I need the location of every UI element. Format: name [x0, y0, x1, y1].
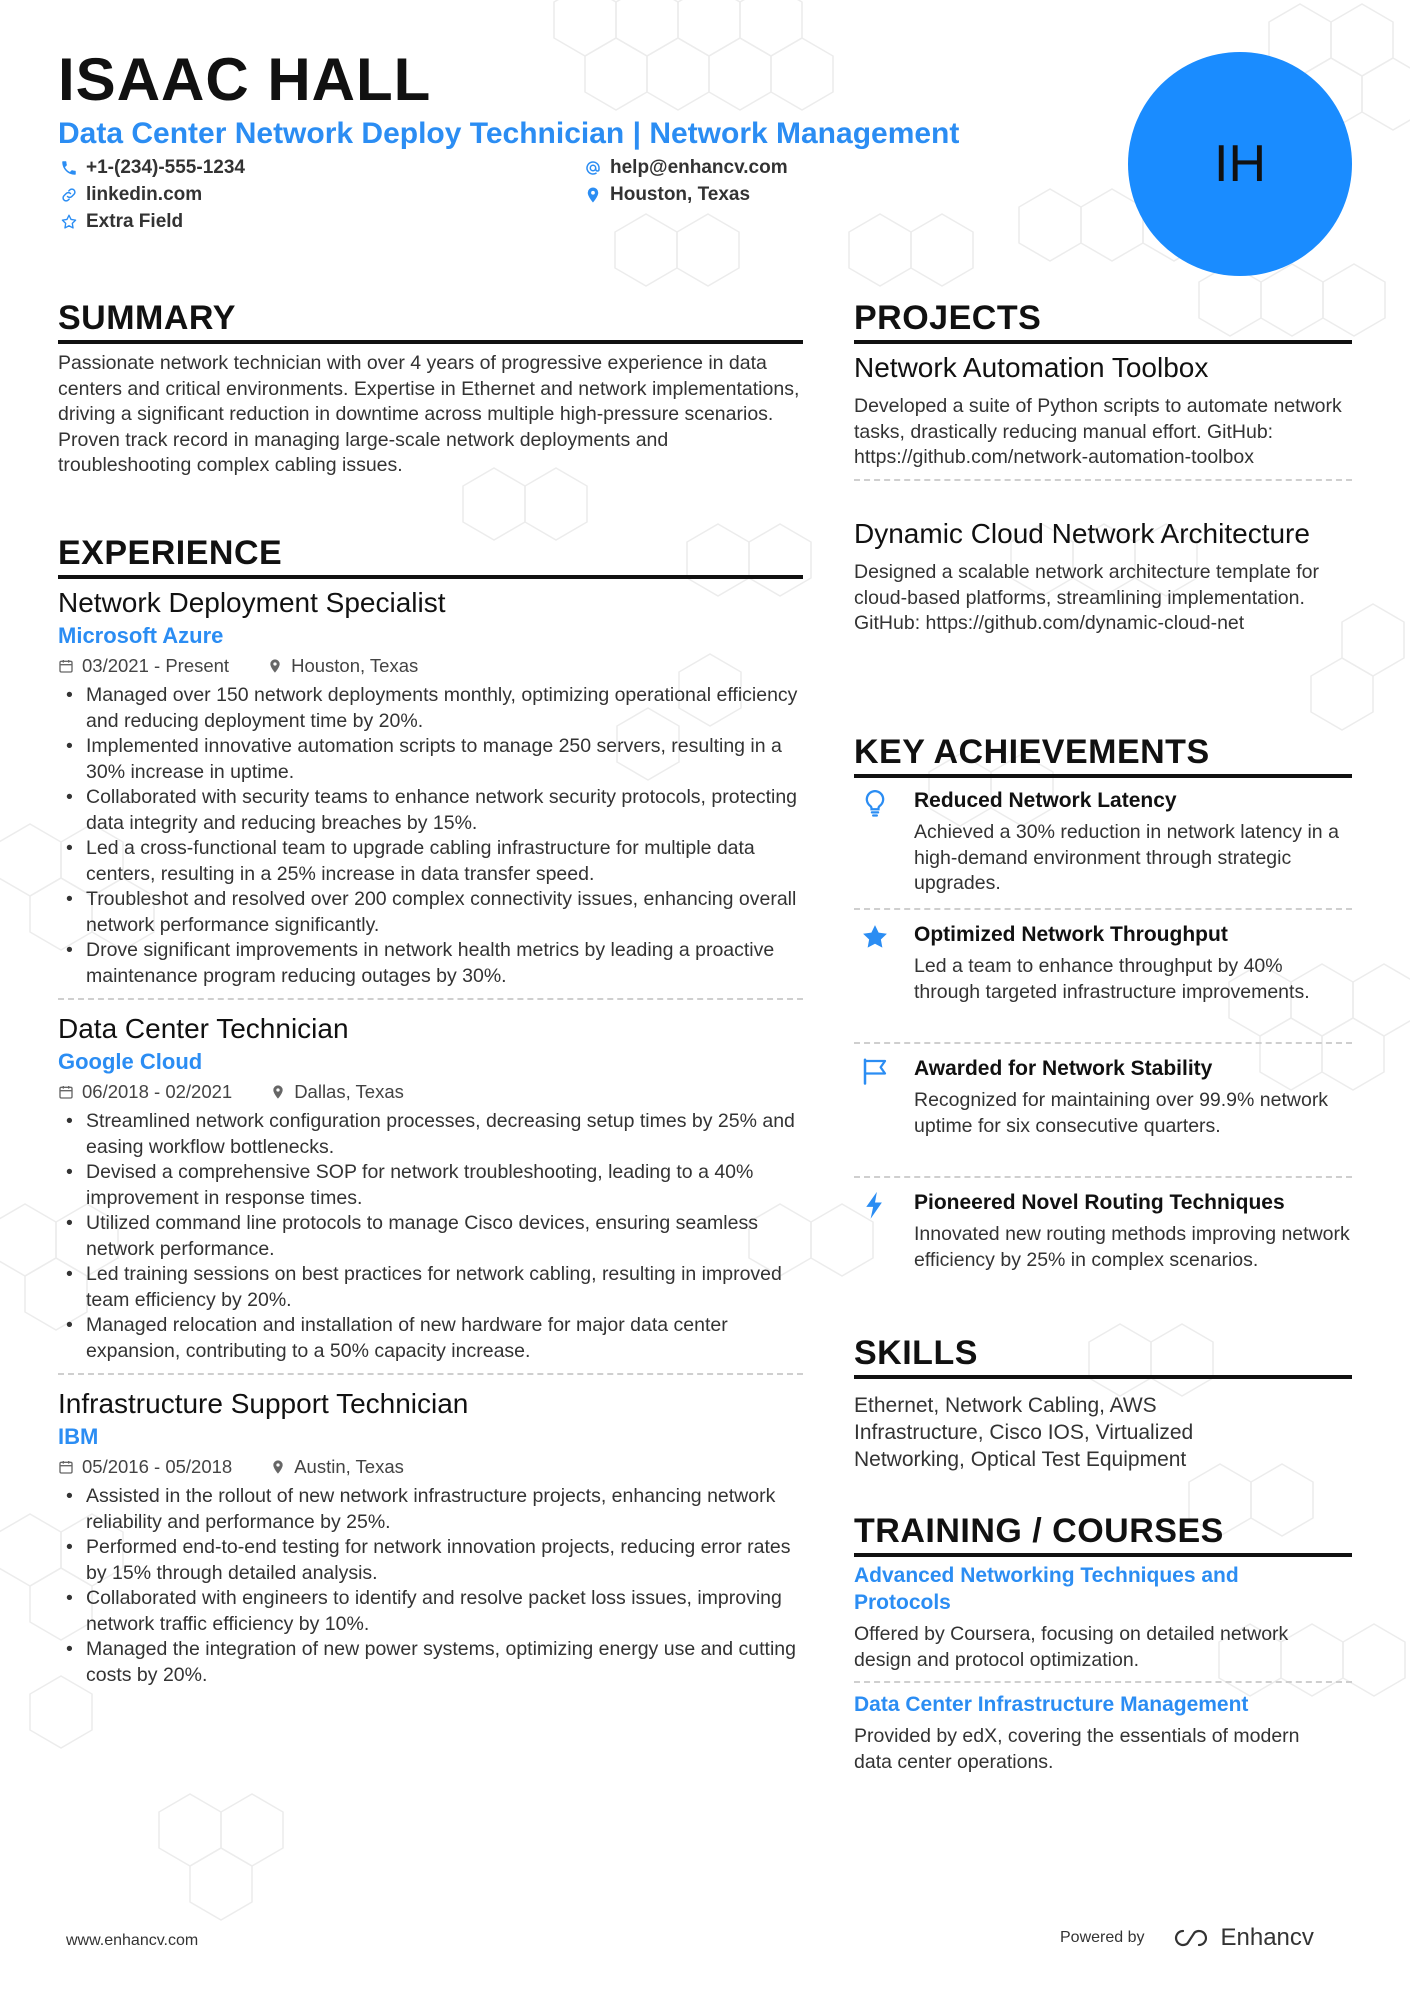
job-entry: [58, 1387, 803, 1688]
achievement-title: Optimized Network Throughput: [914, 923, 1228, 946]
summary-section: [58, 298, 803, 344]
flag-icon: [860, 1056, 890, 1086]
course-title: Advanced Networking Techniques and Protocols: [854, 1564, 1239, 1614]
section-divider: [854, 774, 1352, 778]
job-company: Google Cloud: [58, 1049, 203, 1074]
project-title: Dynamic Cloud Network Architecture: [854, 518, 1310, 549]
contact-phone[interactable]: [60, 157, 245, 179]
project-description: Developed a suite of Python scripts to automate network tasks, drastically reducing manual effort. GitHub: https://github.com/network-automation-toolbox: [854, 395, 1342, 468]
powered-by-text: Powered by: [1060, 1929, 1145, 1946]
achievement-description: Achieved a 30% reduction in network latency in a high-demand environment through strategic upgrades.: [914, 821, 1339, 894]
list-item: • Performed end-to-end testing for network innovation projects, reducing error rates by 15% through detailed analysis.: [86, 1535, 803, 1586]
summary-heading: SUMMARY: [58, 299, 236, 337]
lightning-icon: [860, 1190, 890, 1220]
entry-divider: [854, 1176, 1352, 1178]
section-divider: [58, 340, 803, 344]
list-item: • Managed the integration of new power systems, optimizing energy use and cutting costs by 20%.: [86, 1637, 803, 1688]
job-entry: [58, 1012, 803, 1375]
job-meta: [58, 1079, 803, 1105]
map-pin-icon: [270, 1084, 286, 1100]
entry-divider: [854, 908, 1352, 910]
job-role: Network Deployment Specialist: [58, 587, 446, 618]
footer-website[interactable]: www.enhancv.com: [66, 1932, 199, 1949]
section-divider: [854, 1375, 1352, 1379]
job-company: IBM: [58, 1424, 99, 1449]
job-role: Infrastructure Support Technician: [58, 1388, 469, 1419]
job-meta: [58, 653, 803, 679]
list-item: • Led training sessions on best practices for network cabling, resulting in improved team efficiency by 20%.: [86, 1262, 803, 1313]
phone-text: +1-(234)-555-1234: [86, 157, 245, 178]
list-item: • Assisted in the rollout of new network infrastructure projects, enhancing network reliability and performance by 25%.: [86, 1484, 803, 1535]
at-icon: [584, 159, 602, 177]
summary-text: Passionate network technician with over 4 years of progressive experience in data centers and critical environments. Expertise in Ethernet and network implementations, driving a significant reduction in downtime across multiple high-pressure scenarios. Proven track record in managing large-scale network deployments and troubleshooting complex cabling issues.: [58, 352, 800, 476]
job-role: Data Center Technician: [58, 1013, 349, 1044]
job-bullets: [58, 683, 803, 989]
achievement-item: [854, 920, 1352, 1044]
achievement-description: Innovated new routing methods improving network efficiency by 25% in complex scenarios.: [914, 1223, 1350, 1271]
entry-divider: [854, 1681, 1352, 1683]
achievement-item: [854, 786, 1352, 910]
job-dates: 03/2021 - Present: [82, 655, 230, 676]
section-divider: [854, 1553, 1352, 1557]
achievement-title: Reduced Network Latency: [914, 789, 1177, 812]
achievement-description: Led a team to enhance throughput by 40% through targeted infrastructure improvements.: [914, 955, 1310, 1003]
linkedin-text: linkedin.com: [86, 184, 203, 205]
email-text: help@enhancv.com: [610, 157, 788, 178]
achievement-item: [854, 1054, 1352, 1178]
footer-branding: [1060, 1924, 1314, 1952]
phone-icon: [60, 159, 78, 177]
experience-section: [58, 533, 803, 579]
job-location: Houston, Texas: [291, 655, 419, 676]
map-pin-icon: [267, 658, 283, 674]
list-item: • Implemented innovative automation scripts to manage 250 servers, resulting in a 30% increase in uptime.: [86, 734, 803, 785]
course-entry: [854, 1691, 1352, 1775]
extra-field-text: Extra Field: [86, 211, 184, 232]
map-pin-icon: [584, 186, 602, 204]
location-text: Houston, Texas: [610, 184, 751, 205]
contact-email[interactable]: [584, 157, 788, 179]
list-item: • Streamlined network configuration processes, decreasing setup times by 25% and easing workflow bottlenecks.: [86, 1109, 803, 1160]
map-pin-icon: [270, 1459, 286, 1475]
achievements-heading: KEY ACHIEVEMENTS: [854, 733, 1210, 771]
project-title: Network Automation Toolbox: [854, 352, 1209, 383]
contact-linkedin[interactable]: [60, 184, 202, 206]
star-icon: [860, 922, 890, 952]
link-icon: [60, 186, 78, 204]
achievements-section: [854, 732, 1352, 778]
job-dates: 05/2016 - 05/2018: [82, 1456, 233, 1477]
project-entry: [854, 516, 1352, 637]
course-title: Data Center Infrastructure Management: [854, 1693, 1249, 1716]
training-heading: TRAINING / COURSES: [854, 1512, 1224, 1550]
star-outline-icon: [60, 213, 78, 231]
projects-section: [854, 298, 1352, 344]
list-item: • Collaborated with security teams to enhance network security protocols, protecting data integrity and reducing breaches by 15%.: [86, 785, 803, 836]
calendar-icon: [58, 1084, 74, 1100]
achievement-title: Awarded for Network Stability: [914, 1057, 1213, 1080]
job-bullets: [58, 1109, 803, 1364]
contact-location: [584, 184, 750, 206]
enhancv-logo-icon: [1169, 1927, 1213, 1949]
entry-divider: [854, 1042, 1352, 1044]
entry-divider: [854, 479, 1352, 481]
calendar-icon: [58, 658, 74, 674]
job-location: Austin, Texas: [294, 1456, 404, 1477]
avatar-initials: IH: [1214, 135, 1266, 193]
section-divider: [58, 575, 803, 579]
list-item: • Collaborated with engineers to identify and resolve packet loss issues, improving network traffic efficiency by 10%.: [86, 1586, 803, 1637]
job-bullets: [58, 1484, 803, 1688]
project-entry: [854, 350, 1352, 481]
candidate-title: Data Center Network Deploy Technician | Network Management: [58, 117, 960, 150]
section-divider: [854, 340, 1352, 344]
experience-heading: EXPERIENCE: [58, 534, 283, 572]
skills-section: [854, 1333, 1352, 1379]
achievement-item: [854, 1188, 1352, 1312]
achievement-description: Recognized for maintaining over 99.9% network uptime for six consecutive quarters.: [914, 1089, 1329, 1137]
list-item: • Utilized command line protocols to manage Cisco devices, ensuring seamless network performance.: [86, 1211, 803, 1262]
achievement-title: Pioneered Novel Routing Techniques: [914, 1191, 1285, 1214]
job-meta: [58, 1454, 803, 1480]
projects-heading: PROJECTS: [854, 299, 1042, 337]
entry-divider: [58, 1373, 803, 1375]
entry-divider: [58, 998, 803, 1000]
list-item: • Managed relocation and installation of new hardware for major data center expansion, contributing to a 50% capacity increase.: [86, 1313, 803, 1364]
course-entry: [854, 1562, 1352, 1683]
training-section: [854, 1511, 1352, 1557]
list-item: • Led a cross-functional team to upgrade cabling infrastructure for multiple data centers, resulting in a 25% increase in data transfer speed.: [86, 836, 803, 887]
skills-text: Ethernet, Network Cabling, AWS Infrastructure, Cisco IOS, Virtualized Networking, Optical Test Equipment: [854, 1394, 1194, 1471]
lightbulb-icon: [860, 788, 890, 818]
avatar: [1128, 52, 1352, 276]
list-item: • Troubleshot and resolved over 200 complex connectivity issues, enhancing overall network performance significantly.: [86, 887, 803, 938]
contact-extra: [60, 211, 183, 233]
job-dates: 06/2018 - 02/2021: [82, 1081, 233, 1102]
brand-name: Enhancv: [1220, 1924, 1314, 1951]
candidate-name: ISAAC HALL: [58, 46, 432, 113]
list-item: • Devised a comprehensive SOP for network troubleshooting, leading to a 40% improvement in response times.: [86, 1160, 803, 1211]
course-description: Offered by Coursera, focusing on detailed network design and protocol optimization.: [854, 1623, 1289, 1671]
job-company: Microsoft Azure: [58, 623, 224, 648]
job-location: Dallas, Texas: [294, 1081, 404, 1102]
skills-heading: SKILLS: [854, 1334, 978, 1372]
brand-logo[interactable]: [1169, 1924, 1314, 1952]
list-item: • Managed over 150 network deployments monthly, optimizing operational efficiency and reducing deployment time by 20%.: [86, 683, 803, 734]
project-description: Designed a scalable network architecture template for cloud-based platforms, streamlining implementation. GitHub: https://github.com/dynamic-cloud-net: [854, 561, 1319, 634]
job-entry: [58, 586, 803, 1000]
list-item: • Drove significant improvements in network health metrics by leading a proactive maintenance program reducing outages by 30%.: [86, 938, 803, 989]
course-description: Provided by edX, covering the essentials of modern data center operations.: [854, 1725, 1300, 1773]
calendar-icon: [58, 1459, 74, 1475]
